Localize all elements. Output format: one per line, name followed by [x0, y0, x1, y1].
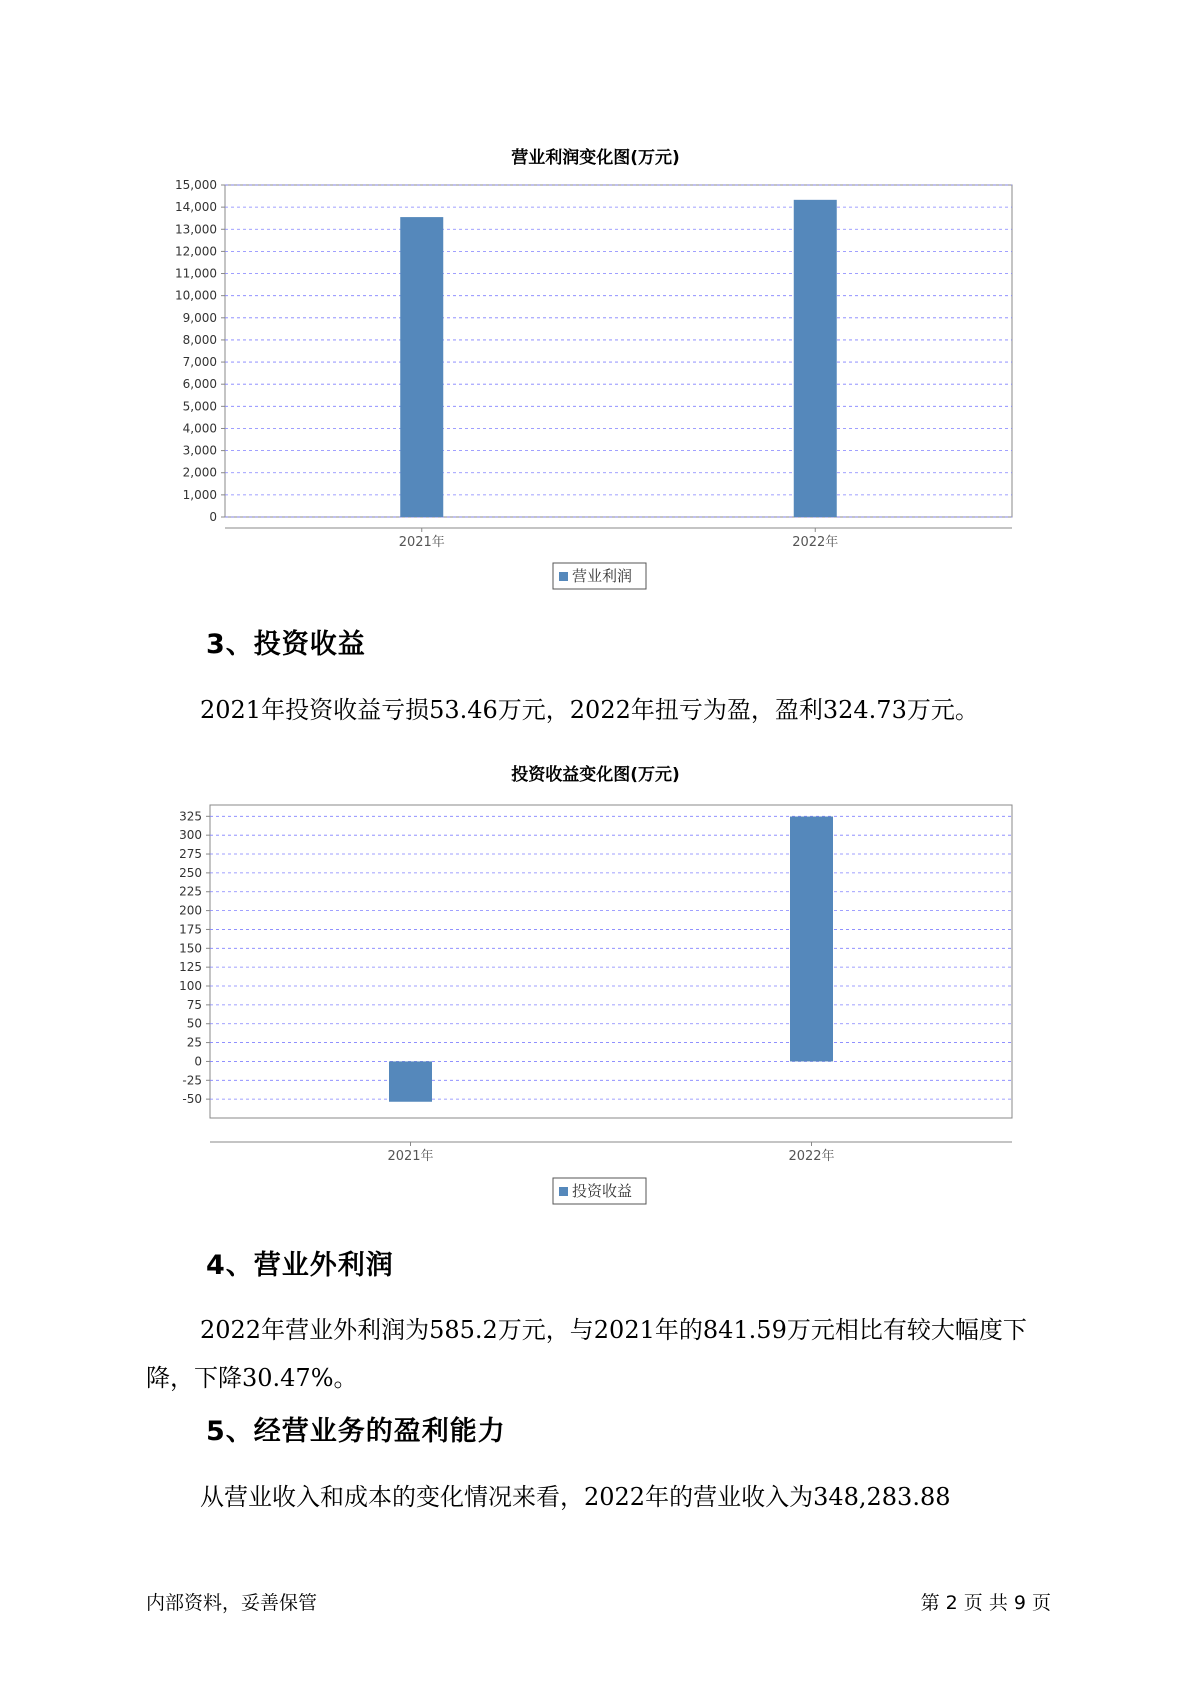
legend-label: 营业利润 [572, 567, 633, 585]
operating-profit-chart [0, 170, 1191, 600]
y-tick-label: 125 [179, 960, 202, 975]
y-tick-label: 4,000 [182, 421, 217, 436]
section3-heading: 3、投资收益 [206, 629, 366, 660]
y-tick-label: 75 [186, 997, 202, 1012]
chart-legend [553, 563, 646, 589]
y-tick-label: 200 [179, 903, 202, 918]
footer-page-number: 第 2 页 共 9 页 [920, 1592, 1051, 1614]
y-tick-label: 6,000 [182, 377, 217, 392]
y-tick-label: 250 [179, 865, 202, 880]
y-tick-label: 8,000 [182, 332, 217, 347]
y-tick-label: 100 [179, 979, 202, 994]
y-tick-label: 14,000 [175, 200, 217, 215]
bar-2022年 [790, 817, 833, 1062]
x-tick-label: 2022年 [788, 1149, 835, 1164]
y-tick-label: 50 [186, 1016, 202, 1031]
x-tick-label: 2021年 [387, 1149, 434, 1164]
section5-paragraph: 从营业收入和成本的变化情况来看，2022年的营业收入为348,283.88 [200, 1483, 951, 1511]
y-tick-label: 12,000 [175, 244, 217, 259]
section5-heading: 5、经营业务的盈利能力 [206, 1416, 506, 1447]
y-tick-label: 0 [194, 1054, 202, 1069]
chart-legend [553, 1178, 646, 1204]
bar-2021年 [400, 217, 443, 517]
y-tick-label: 150 [179, 941, 202, 956]
investment-income-chart [0, 790, 1191, 1210]
x-tick-label: 2021年 [398, 535, 445, 550]
y-tick-label: 13,000 [175, 222, 217, 237]
section3-paragraph: 2021年投资收益亏损53.46万元，2022年扭亏为盈，盈利324.73万元。 [200, 696, 979, 724]
y-tick-label: -25 [182, 1073, 202, 1088]
legend-swatch [559, 1187, 568, 1196]
y-tick-label: 225 [179, 884, 202, 899]
legend-label: 投资收益 [572, 1182, 633, 1200]
y-tick-label: 15,000 [175, 178, 217, 192]
section4-heading: 4、营业外利润 [206, 1250, 394, 1281]
y-tick-label: 300 [179, 828, 202, 843]
y-tick-label: 2,000 [182, 465, 217, 480]
y-tick-label: 25 [186, 1035, 202, 1050]
chart1-title: 营业利润变化图(万元) [511, 148, 680, 168]
y-tick-label: 11,000 [175, 266, 217, 281]
y-tick-label: 1,000 [182, 487, 217, 502]
y-tick-label: 5,000 [182, 399, 217, 414]
legend-swatch [559, 572, 568, 581]
y-tick-label: 325 [179, 809, 202, 824]
y-tick-label: 0 [209, 510, 217, 524]
bar-2022年 [794, 200, 837, 517]
plot-area [225, 185, 1012, 517]
y-tick-label: 3,000 [182, 443, 217, 458]
section4-paragraph: 2022年营业外利润为585.2万元，与2021年的841.59万元相比有较大幅度下降，下降30.47%。 [146, 1316, 1027, 1392]
y-tick-label: 275 [179, 847, 202, 862]
y-tick-label: 7,000 [182, 355, 217, 370]
y-tick-label: 9,000 [182, 310, 217, 325]
y-tick-label: -50 [182, 1092, 202, 1107]
x-tick-label: 2022年 [792, 535, 839, 550]
y-tick-label: 175 [179, 922, 202, 937]
bar-2021年 [389, 1061, 432, 1101]
chart2-title: 投资收益变化图(万元) [511, 765, 680, 785]
footer-confidential: 内部资料，妥善保管 [146, 1592, 318, 1614]
plot-area [210, 805, 1012, 1118]
y-tick-label: 10,000 [175, 288, 217, 303]
